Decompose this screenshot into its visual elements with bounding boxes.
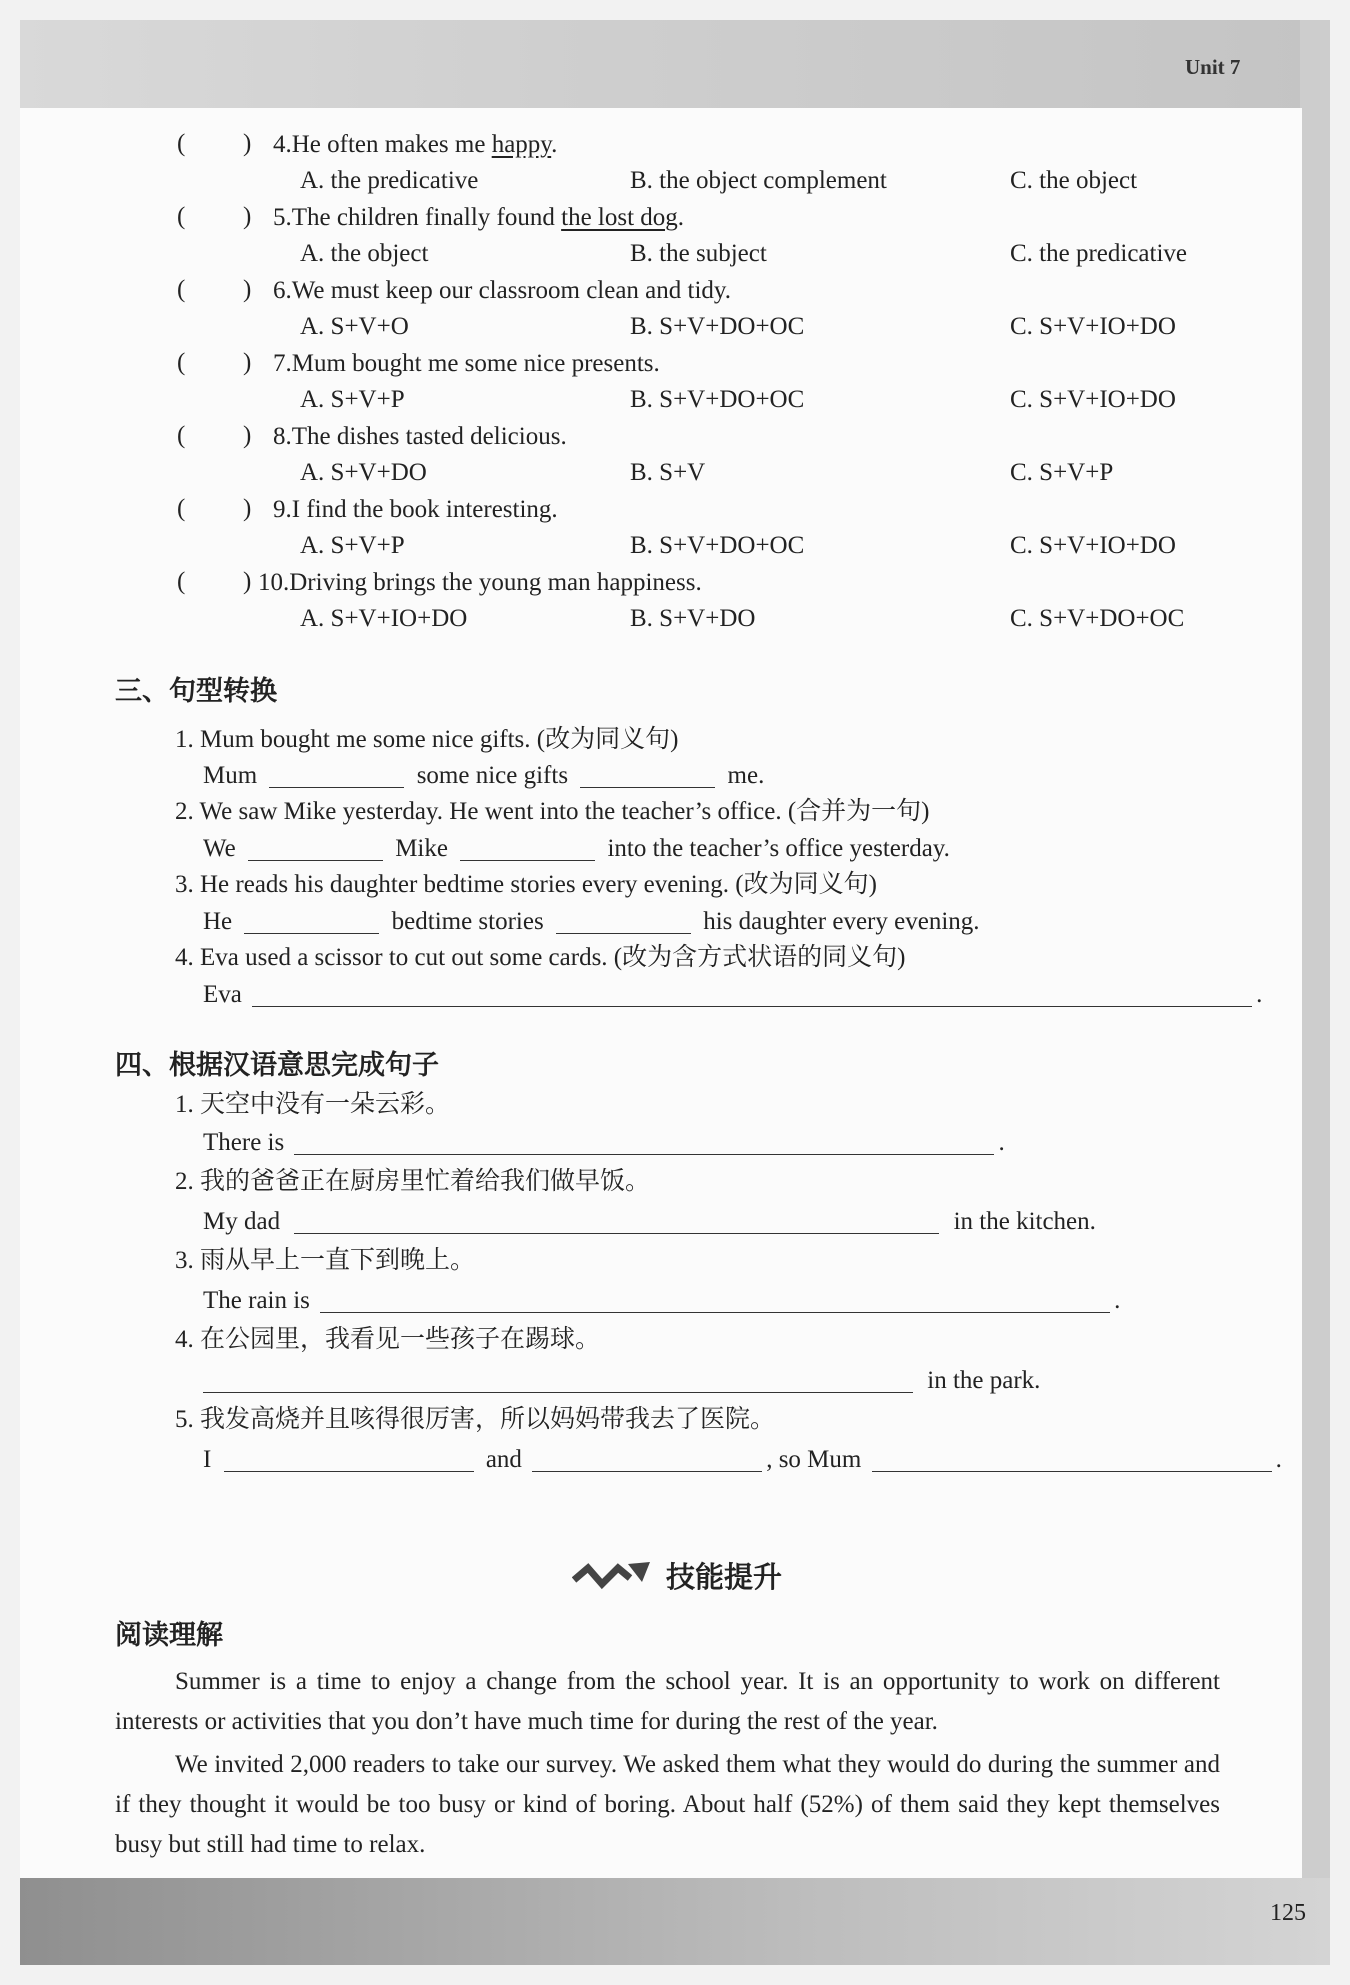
answer-paren-open: ( <box>177 422 186 449</box>
s3-a2-line <box>203 836 950 861</box>
answer-paren-close: ) <box>243 349 252 376</box>
answer-blank[interactable] <box>320 1288 1110 1313</box>
question-text: The dishes tasted delicious. <box>291 423 567 450</box>
option-b[interactable]: B. S+V+DO+OC <box>630 386 805 413</box>
s4-a2-post: in the kitchen. <box>953 1208 1096 1235</box>
question-stem <box>273 351 660 376</box>
question-stem <box>273 497 558 522</box>
option-a[interactable]: A. S+V+O <box>300 313 409 340</box>
answer-paren-close: ) <box>243 422 252 449</box>
s4-a2-pre: My dad <box>203 1208 281 1235</box>
s3-a3-word2: bedtime stories <box>391 908 544 935</box>
option-c[interactable]: C. S+V+P <box>1010 459 1114 486</box>
question-stem <box>258 570 702 595</box>
skills-title: 技能提升 <box>666 1560 783 1594</box>
question-text: I find the book interesting. <box>291 496 558 523</box>
unit-label: Unit 7 <box>1185 55 1241 79</box>
s4-a3-pre: The rain is <box>203 1287 310 1314</box>
s3-a1-line <box>203 763 764 788</box>
answer-blank[interactable] <box>224 1447 474 1472</box>
s3-q2: 2. We saw Mike yesterday. He went into the teacher’s office. (合并为一句) <box>175 798 930 825</box>
reading-p1-text: Summer is a time to enjoy a change from the school year. It is an opportunity to work on different interests or activities that you don’t have much time for during the rest of the year. <box>115 1668 1220 1735</box>
question-number: 10. <box>258 569 290 596</box>
question-number: 4. <box>273 131 292 158</box>
option-a[interactable]: A. the object <box>300 240 429 267</box>
s4-a1-line <box>203 1130 1005 1155</box>
s3-a4-line <box>203 982 1262 1007</box>
s4-q5: 5. 我发高烧并且咳得很厉害，所以妈妈带我去了医院。 <box>175 1406 776 1433</box>
answer-blank[interactable] <box>294 1209 939 1234</box>
s3-a2-word3: into the teacher’s office yesterday. <box>607 835 950 862</box>
answer-blank[interactable] <box>203 1368 913 1393</box>
trend-arrow-icon <box>572 1558 652 1594</box>
reading-paragraph-2 <box>115 1745 1220 1865</box>
answer-paren-open: ( <box>177 130 186 157</box>
question-number: 7. <box>273 350 292 377</box>
s3-a3-word3: his daughter every evening. <box>703 908 980 935</box>
s3-a3-word1: He <box>203 908 233 935</box>
question-text-end: . <box>551 131 558 158</box>
answer-blank[interactable] <box>252 982 1252 1007</box>
answer-blank[interactable] <box>460 836 595 861</box>
question-text-end: . <box>677 204 685 231</box>
option-c[interactable]: C. S+V+IO+DO <box>1010 532 1176 559</box>
option-c[interactable]: C. the object <box>1010 167 1138 194</box>
s3-a4-period: . <box>1256 981 1263 1008</box>
s3-a1-word1: Mum <box>203 762 258 789</box>
option-b[interactable]: B. S+V+DO+OC <box>630 532 805 559</box>
answer-blank[interactable] <box>872 1447 1272 1472</box>
s4-a2-line <box>203 1209 1096 1234</box>
answer-paren-close: ) <box>243 130 252 157</box>
answer-paren-open: ( <box>177 568 186 595</box>
answer-paren-close: ) <box>243 276 252 303</box>
answer-blank[interactable] <box>248 836 383 861</box>
answer-paren-open: ( <box>177 203 186 230</box>
answer-slot[interactable] <box>190 422 240 450</box>
question-number: 8. <box>273 423 292 450</box>
answer-paren-close: ) <box>243 568 252 595</box>
answer-slot[interactable] <box>190 203 240 231</box>
section3-title: 三、句型转换 <box>115 676 277 707</box>
option-c[interactable]: C. S+V+IO+DO <box>1010 386 1176 413</box>
option-c[interactable]: C. S+V+DO+OC <box>1010 605 1185 632</box>
s4-q2: 2. 我的爸爸正在厨房里忙着给我们做早饭。 <box>175 1168 651 1195</box>
question-stem <box>273 132 557 157</box>
s3-a4-word1: Eva <box>203 981 242 1008</box>
answer-slot[interactable] <box>190 276 240 304</box>
s4-a4-line <box>203 1368 1040 1393</box>
underlined-phrase: happy <box>491 131 552 158</box>
option-a[interactable]: A. S+V+P <box>300 532 405 559</box>
option-a[interactable]: A. S+V+IO+DO <box>300 605 468 632</box>
header-band <box>20 20 1330 110</box>
s4-a3-line <box>203 1288 1120 1313</box>
s3-a1-word3: me. <box>727 762 765 789</box>
section4-title: 四、根据汉语意思完成句子 <box>115 1050 439 1081</box>
answer-paren-open: ( <box>177 349 186 376</box>
question-text: Driving brings the young man happiness. <box>289 569 702 596</box>
question-number: 5. <box>273 204 292 231</box>
s4-a5-so-mum: , so Mum <box>766 1446 862 1473</box>
question-text: The children finally found <box>291 204 562 231</box>
s3-q4: 4. Eva used a scissor to cut out some cards. (改为含方式状语的同义句) <box>175 944 906 971</box>
s3-a3-line <box>203 909 980 934</box>
s4-a4-post: in the park. <box>927 1367 1041 1394</box>
answer-blank[interactable] <box>580 763 715 788</box>
answer-slot[interactable] <box>190 130 240 158</box>
s3-a2-word2: Mike <box>395 835 448 862</box>
s4-a5-pre: I <box>203 1446 212 1473</box>
s4-a1-post: . <box>998 1129 1005 1156</box>
option-b[interactable]: B. S+V+DO <box>630 605 756 632</box>
answer-paren-close: ) <box>243 203 252 230</box>
underlined-phrase: the lost dog <box>561 204 678 231</box>
option-b[interactable]: B. the subject <box>630 240 767 267</box>
option-b[interactable]: B. S+V+DO+OC <box>630 313 805 340</box>
question-text: We must keep our classroom clean and tidy. <box>291 277 732 304</box>
question-stem <box>273 424 567 449</box>
s4-a5-and: and <box>485 1446 522 1473</box>
s4-a5-line <box>203 1447 1282 1472</box>
question-number: 6. <box>273 277 292 304</box>
answer-slot[interactable] <box>190 349 240 377</box>
option-b[interactable]: B. the object complement <box>630 167 887 194</box>
question-text: He often makes me <box>291 131 492 158</box>
option-c[interactable]: C. the predicative <box>1010 240 1188 267</box>
answer-blank[interactable] <box>532 1447 762 1472</box>
right-edge-band <box>1300 20 1330 1965</box>
question-stem <box>273 278 731 303</box>
answer-blank[interactable] <box>244 909 379 934</box>
answer-paren-open: ( <box>177 276 186 303</box>
s3-a1-word2: some nice gifts <box>416 762 569 789</box>
answer-paren-open: ( <box>177 495 186 522</box>
option-a[interactable]: A. S+V+DO <box>300 459 427 486</box>
answer-blank[interactable] <box>269 763 404 788</box>
reading-paragraph-1 <box>115 1662 1220 1742</box>
question-number: 9. <box>273 496 292 523</box>
answer-paren-close: ) <box>243 495 252 522</box>
s3-q1: 1. Mum bought me some nice gifts. (改为同义句) <box>175 726 679 753</box>
skills-heading <box>572 1555 782 1596</box>
s4-a3-post: . <box>1114 1287 1121 1314</box>
answer-slot[interactable] <box>190 568 240 596</box>
option-a[interactable]: A. the predicative <box>300 167 479 194</box>
page-number: 125 <box>1270 1900 1306 1926</box>
answer-blank[interactable] <box>294 1130 994 1155</box>
s4-q1: 1. 天空中没有一朵云彩。 <box>175 1091 451 1118</box>
answer-blank[interactable] <box>556 909 691 934</box>
s4-a5-period: . <box>1275 1446 1282 1473</box>
s3-q3: 3. He reads his daughter bedtime stories every evening. (改为同义句) <box>175 871 877 898</box>
s4-q4: 4. 在公园里，我看见一些孩子在踢球。 <box>175 1326 601 1353</box>
s4-a1-pre: There is <box>203 1129 285 1156</box>
question-stem <box>273 205 684 230</box>
reading-title: 阅读理解 <box>115 1620 223 1651</box>
s3-a2-word1: We <box>203 835 236 862</box>
question-text: Mum bought me some nice presents. <box>291 350 660 377</box>
option-c[interactable]: C. S+V+IO+DO <box>1010 313 1176 340</box>
s4-q3: 3. 雨从早上一直下到晚上。 <box>175 1247 476 1274</box>
answer-slot[interactable] <box>190 495 240 523</box>
option-b[interactable]: B. S+V <box>630 459 706 486</box>
option-a[interactable]: A. S+V+P <box>300 386 405 413</box>
footer-band <box>20 1878 1330 1965</box>
reading-p2-text: We invited 2,000 readers to take our survey. We asked them what they would do during the summer and if they thought it would be too busy or kind of boring. About half (52%) of them said they kept themselves busy but still had time to relax. <box>115 1751 1220 1858</box>
